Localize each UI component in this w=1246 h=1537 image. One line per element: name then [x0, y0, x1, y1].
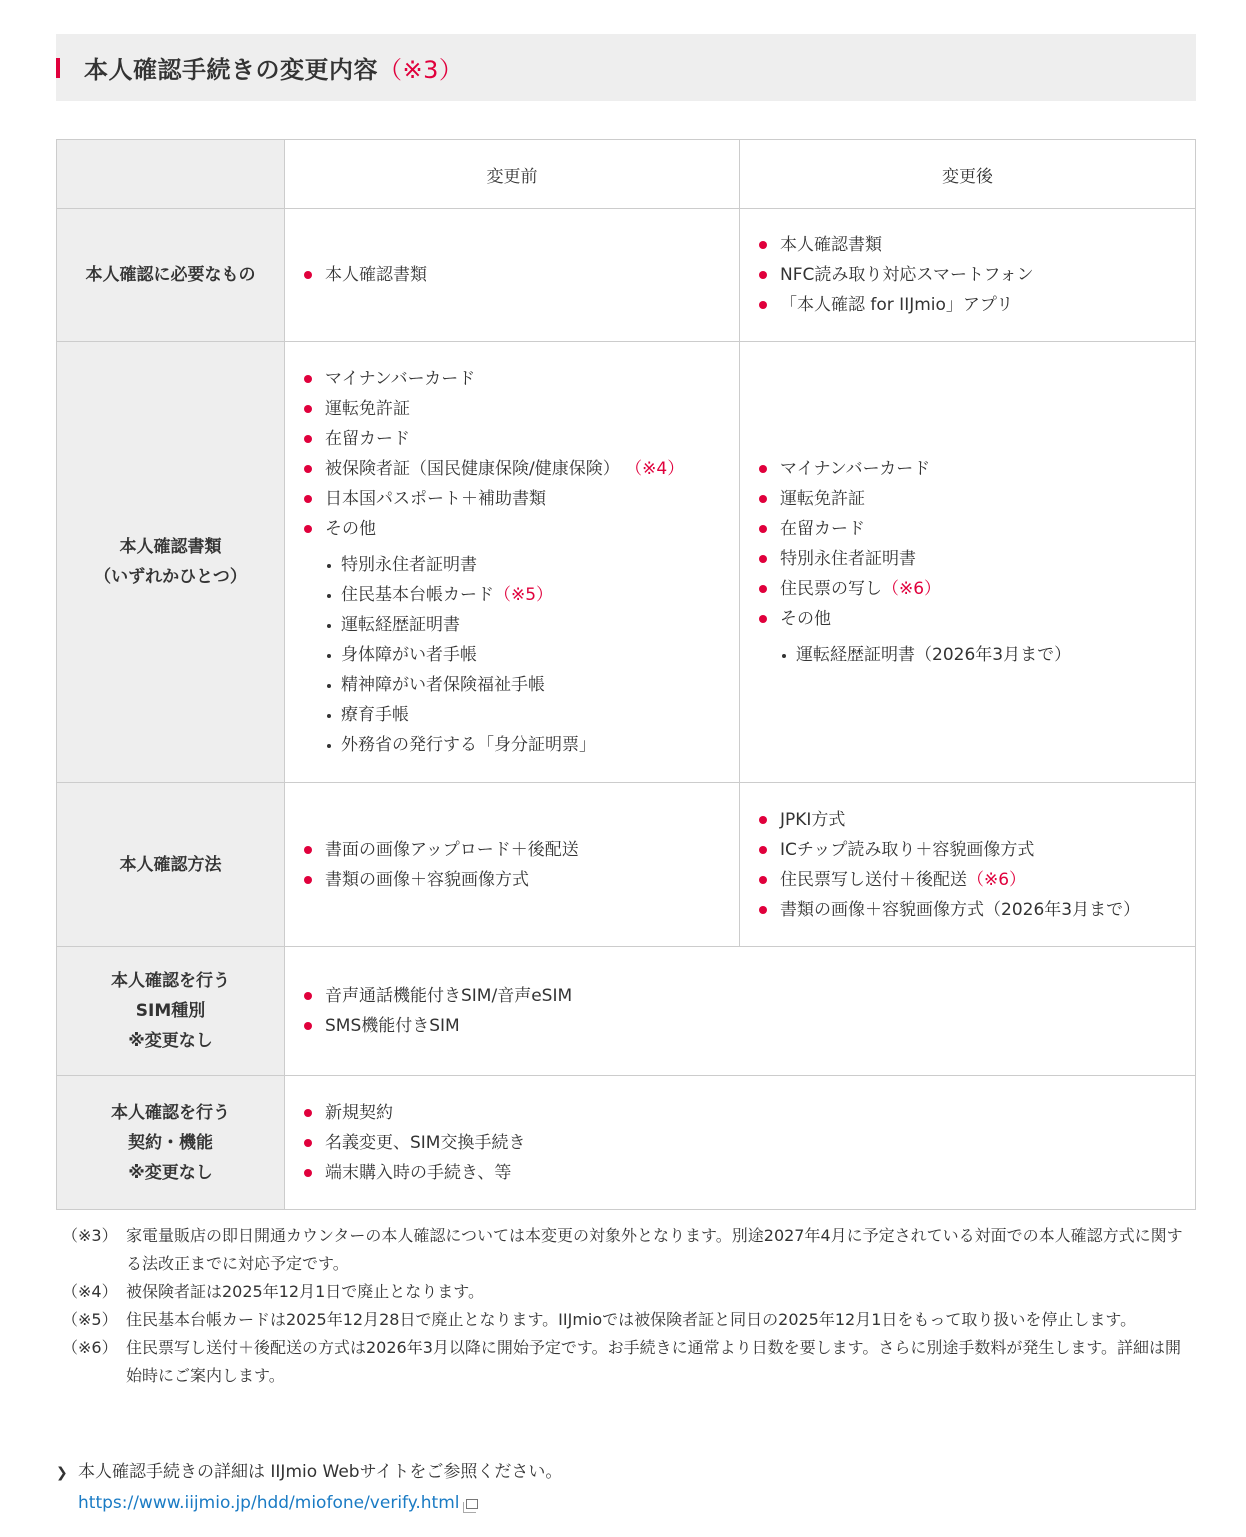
table-row	[57, 783, 1196, 947]
item-text: 被保険者証（国民健康保険/健康保険）	[325, 459, 620, 479]
page-title	[84, 50, 463, 85]
list-item: 在留カード	[758, 514, 1177, 544]
list-item	[758, 865, 1177, 895]
list-item	[758, 604, 1177, 670]
list-item: SMS機能付きSIM	[303, 1011, 1177, 1041]
list-item: 書類の画像＋容貌画像方式	[303, 865, 721, 895]
list-item	[303, 454, 721, 484]
list-item: 書類の画像＋容貌画像方式（2026年3月まで）	[758, 895, 1177, 925]
footnote	[62, 1334, 1192, 1390]
list-item: 日本国パスポート＋補助書類	[303, 484, 721, 514]
list-item: ICチップ読み取り＋容貌画像方式	[758, 835, 1177, 865]
cell-after	[740, 783, 1196, 947]
list-item: NFC読み取り対応スマートフォン	[758, 260, 1177, 290]
cell-before	[285, 342, 740, 783]
list-item: JPKI方式	[758, 805, 1177, 835]
table-row	[57, 947, 1196, 1076]
list-item: 名義変更、SIM交換手続き	[303, 1128, 1177, 1158]
more-info-line	[56, 1457, 562, 1488]
table-row	[57, 342, 1196, 783]
verify-page-link[interactable]: https://www.iijmio.jp/hdd/miofone/verify.html	[78, 1493, 460, 1513]
footnote-text: 被保険者証は2025年12月1日で廃止となります。	[126, 1282, 484, 1301]
list-item: 在留カード	[303, 424, 721, 454]
bullet-list	[303, 364, 721, 760]
bullet-list	[758, 805, 1177, 925]
row-label-note: ※変更なし	[128, 1031, 213, 1051]
table-row	[57, 209, 1196, 342]
cell-after	[740, 209, 1196, 342]
section-heading	[56, 34, 1196, 101]
row-label-note: ※変更なし	[128, 1162, 213, 1183]
column-header-after: 変更後	[740, 140, 1196, 209]
bullet-list	[303, 835, 721, 895]
column-header-before: 変更前	[285, 140, 740, 209]
footnote-text: 住民票写し送付＋後配送の方式は2026年3月以降に開始予定です。お手続きに通常より日数を要します。さらに別途手数料が発生します。詳細は開始時にご案内します。	[126, 1338, 1182, 1385]
footnote-text: 住民基本台帳カードは2025年12月28日で廃止となります。IIJmioでは被保険者証と同日の2025年12月1日をもって取り扱いを停止します。	[126, 1310, 1137, 1329]
bullet-list	[303, 1098, 1177, 1188]
row-label: 本人確認方法	[119, 854, 222, 875]
title-footnote: （※3）	[378, 56, 464, 84]
footnote	[62, 1306, 1192, 1334]
sub-list-item: 特別永住者証明書	[325, 550, 721, 580]
row-label: 本人確認に必要なもの	[85, 265, 256, 285]
bullet-list	[758, 230, 1177, 320]
sub-list-item: 運転経歴証明書（2026年3月まで）	[780, 640, 1177, 670]
row-label: 本人確認書類	[119, 537, 222, 557]
bullet-list	[303, 981, 1177, 1041]
sub-list-item: 身体障がい者手帳	[325, 640, 721, 670]
bullet-list	[303, 260, 721, 290]
footnote-ref: （※4）	[625, 459, 685, 479]
sub-list-item: 療育手帳	[325, 700, 721, 730]
footnote-ref: （※6）	[967, 869, 1027, 890]
more-info-text: 本人確認手続きの詳細は IIJmio Webサイトをご参照ください。	[78, 1462, 563, 1482]
table-row	[57, 1076, 1196, 1210]
more-info	[56, 1457, 562, 1518]
list-item: 運転免許証	[303, 394, 721, 424]
more-info-link-line	[56, 1488, 562, 1518]
row-header	[57, 1076, 285, 1210]
footnote-text: 家電量販店の即日開通カウンターの本人確認については本変更の対象外となります。別途2027年4月に予定されている対面での本人確認方式に関する法改正までに対応予定です。	[126, 1226, 1183, 1273]
footnote-ref: （※6）	[882, 579, 942, 599]
list-item: 本人確認書類	[758, 230, 1177, 260]
list-item: 運転免許証	[758, 484, 1177, 514]
list-item: マイナンバーカード	[303, 364, 721, 394]
footnote-mark: （※5）	[62, 1310, 118, 1329]
footnote-mark: （※6）	[62, 1338, 118, 1357]
list-item: マイナンバーカード	[758, 454, 1177, 484]
item-text: その他	[780, 609, 831, 629]
list-item: 特別永住者証明書	[758, 544, 1177, 574]
list-item: 「本人確認 for IIJmio」アプリ	[758, 290, 1177, 320]
cell-before	[285, 209, 740, 342]
row-label: SIM種別	[135, 1001, 206, 1021]
item-text: 住民基本台帳カード	[341, 585, 494, 605]
list-item	[758, 574, 1177, 604]
table-header-row	[57, 140, 1196, 209]
heading-accent-bar	[56, 58, 60, 78]
cell-after	[740, 342, 1196, 783]
cell-merged	[285, 947, 1196, 1076]
sub-list-item: 外務省の発行する「身分証明票」	[325, 730, 721, 760]
bullet-list	[758, 454, 1177, 670]
comparison-table	[56, 139, 1196, 1210]
title-text: 本人確認手続きの変更内容	[84, 56, 378, 84]
cell-before	[285, 783, 740, 947]
row-header	[57, 783, 285, 947]
sub-list	[780, 640, 1177, 670]
cell-merged	[285, 1076, 1196, 1210]
item-text: その他	[325, 519, 376, 539]
row-label: 本人確認を行う	[111, 971, 230, 991]
external-window-icon	[466, 1499, 478, 1509]
row-header	[57, 947, 285, 1076]
list-item	[303, 514, 721, 760]
row-label: 本人確認を行う	[111, 1102, 230, 1123]
sub-list-item	[325, 580, 721, 610]
sub-list	[325, 550, 721, 760]
sub-list-item: 精神障がい者保険福祉手帳	[325, 670, 721, 700]
footnote-ref: （※5）	[494, 585, 554, 605]
footnotes	[62, 1222, 1192, 1390]
footnote	[62, 1222, 1192, 1278]
item-text: 住民票の写し	[780, 579, 882, 599]
list-item: 書面の画像アップロード＋後配送	[303, 835, 721, 865]
row-label-sub: （いずれかひとつ）	[94, 567, 247, 587]
list-item: 本人確認書類	[303, 260, 721, 290]
corner-cell	[57, 140, 285, 209]
sub-list-item: 運転経歴証明書	[325, 610, 721, 640]
list-item: 端末購入時の手続き、等	[303, 1158, 1177, 1188]
chevron-right-icon: ❯	[56, 1465, 68, 1481]
footnote-mark: （※4）	[62, 1282, 118, 1301]
footnote	[62, 1278, 1192, 1306]
footnote-mark: （※3）	[62, 1226, 118, 1245]
row-header	[57, 209, 285, 342]
item-text: 住民票写し送付＋後配送	[780, 869, 967, 890]
row-header	[57, 342, 285, 783]
row-label: 契約・機能	[128, 1132, 213, 1153]
list-item: 音声通話機能付きSIM/音声eSIM	[303, 981, 1177, 1011]
list-item: 新規契約	[303, 1098, 1177, 1128]
